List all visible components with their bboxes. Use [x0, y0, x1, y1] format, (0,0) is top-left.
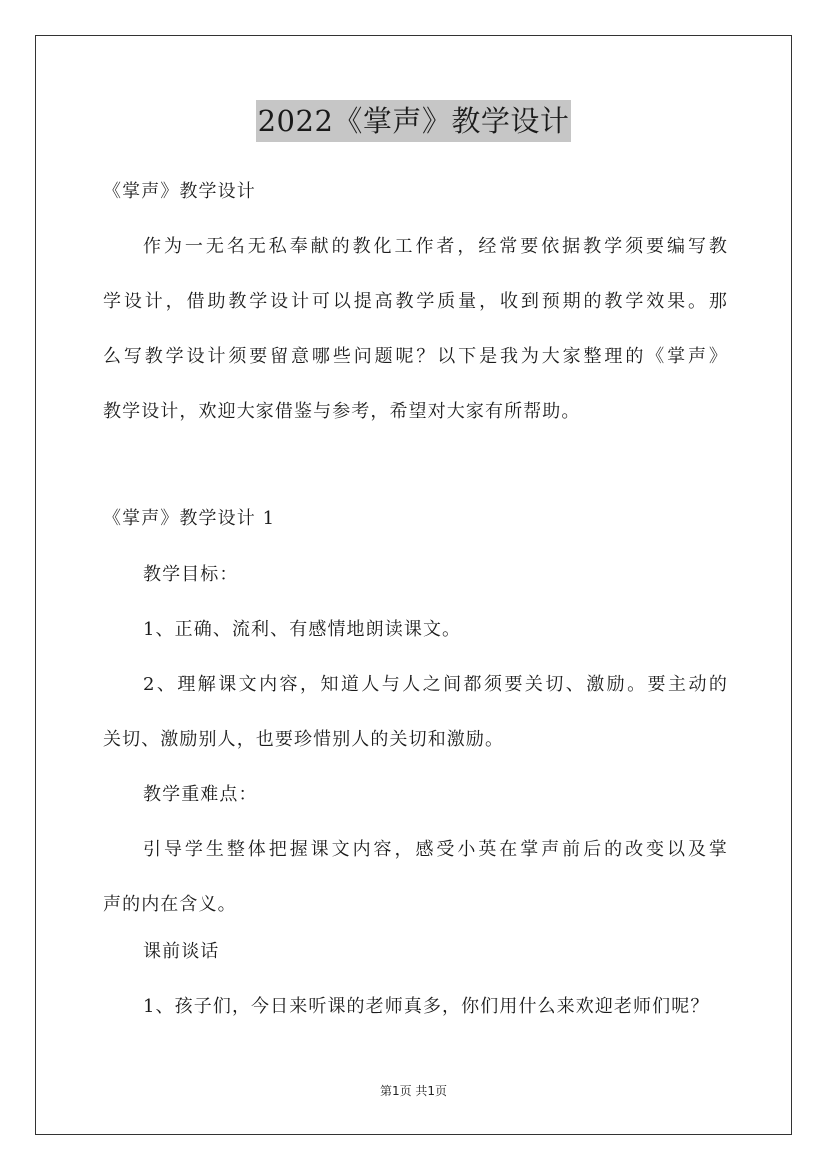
difficulty-item: 引导学生整体把握课文内容，感受小英在掌声前后的改变以及掌: [143, 839, 728, 860]
goals-heading: 教学目标：: [143, 564, 239, 585]
document-title: 2022《掌声》教学设计: [256, 100, 572, 142]
page-number: 第1页 共1页: [379, 1084, 448, 1098]
goal-item: 2、理解课文内容，知道人与人之间都须要关切、激励。要主动的: [143, 674, 728, 695]
subtitle-line: 《掌声》教学设计: [103, 181, 256, 202]
difficulty-item-continued: 声的内在含义。: [103, 894, 237, 915]
section-heading: 《掌声》教学设计 1: [103, 508, 276, 529]
goal-item-continued: 关切、激励别人，也要珍惜别人的关切和激励。: [103, 729, 505, 750]
title-container: [0, 100, 827, 142]
pre-talk-item: 1、孩子们，今日来听课的老师真多，你们用什么来欢迎老师们呢？: [143, 996, 710, 1017]
intro-paragraph-line: 么写教学设计须要留意哪些问题呢？以下是我为大家整理的《掌声》: [103, 346, 728, 367]
pre-talk-heading: 课前谈话: [143, 941, 220, 962]
difficulty-heading: 教学重难点：: [143, 784, 258, 805]
intro-paragraph-line: 学设计，借助教学设计可以提高教学质量，收到预期的教学效果。那: [103, 291, 728, 312]
intro-paragraph-line: 作为一无名无私奉献的教化工作者，经常要依据教学须要编写教: [143, 236, 728, 257]
goal-item: 1、正确、流利、有感情地朗读课文。: [143, 619, 462, 640]
intro-paragraph-line: 教学设计，欢迎大家借鉴与参考，希望对大家有所帮助。: [103, 401, 581, 422]
